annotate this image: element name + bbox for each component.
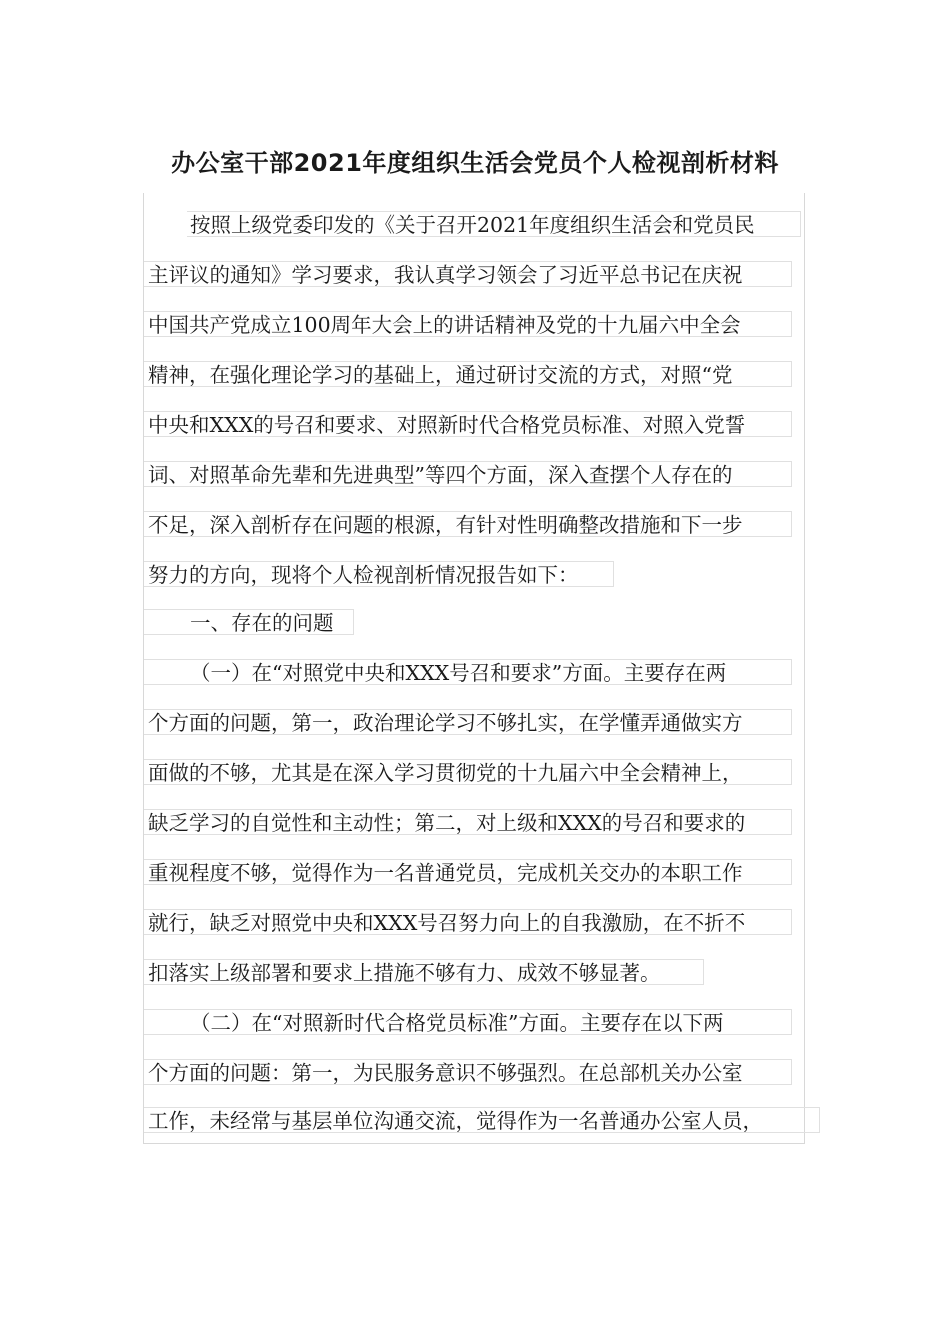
paragraph-line: 缺乏学习的自觉性和主动性；第二，对上级和XXX的号召和要求的 (144, 809, 792, 835)
document-title: 办公室干部2021年度组织生活会党员个人检视剖析材料 (171, 149, 779, 177)
paragraph-line: 就行，缺乏对照党中央和XXX号召努力向上的自我激励，在不折不 (144, 909, 792, 935)
paragraph-line: （一）在“对照党中央和XXX号召和要求”方面。主要存在两 (144, 659, 792, 685)
section-heading: 一、存在的问题 (144, 609, 354, 635)
paragraph-line: 努力的方向，现将个人检视剖析情况报告如下： (144, 561, 614, 587)
paragraph-line: 不足，深入剖析存在问题的根源，有针对性明确整改措施和下一步 (144, 511, 792, 537)
paragraph-line: 词、对照革命先辈和先进典型”等四个方面，深入查摆个人存在的 (144, 461, 792, 487)
paragraph-line: 面做的不够，尤其是在深入学习贯彻党的十九届六中全会精神上， (144, 759, 792, 785)
paragraph-line: （二）在“对照新时代合格党员标准”方面。主要存在以下两 (144, 1009, 792, 1035)
paragraph-line: 精神，在强化理论学习的基础上，通过研讨交流的方式，对照“党 (144, 361, 792, 387)
paragraph-line: 中国共产党成立100周年大会上的讲话精神及党的十九届六中全会 (144, 311, 792, 337)
paragraph-line: 重视程度不够，觉得作为一名普通党员，完成机关交办的本职工作 (144, 859, 792, 885)
paragraph-line: 个方面的问题，第一，政治理论学习不够扎实，在学懂弄通做实方 (144, 709, 792, 735)
paragraph-line: 个方面的问题：第一，为民服务意识不够强烈。在总部机关办公室 (144, 1059, 792, 1085)
paragraph-line: 工作，未经常与基层单位沟通交流，觉得作为一名普通办公室人员， (144, 1107, 820, 1133)
paragraph-line: 扣落实上级部署和要求上措施不够有力、成效不够显著。 (144, 959, 704, 985)
paragraph-line: 按照上级党委印发的《关于召开2021年度组织生活会和党员民 (187, 211, 801, 237)
paragraph-line: 中央和XXX的号召和要求、对照新时代合格党员标准、对照入党誓 (144, 411, 792, 437)
paragraph-line: 主评议的通知》学习要求，我认真学习领会了习近平总书记在庆祝 (144, 261, 792, 287)
